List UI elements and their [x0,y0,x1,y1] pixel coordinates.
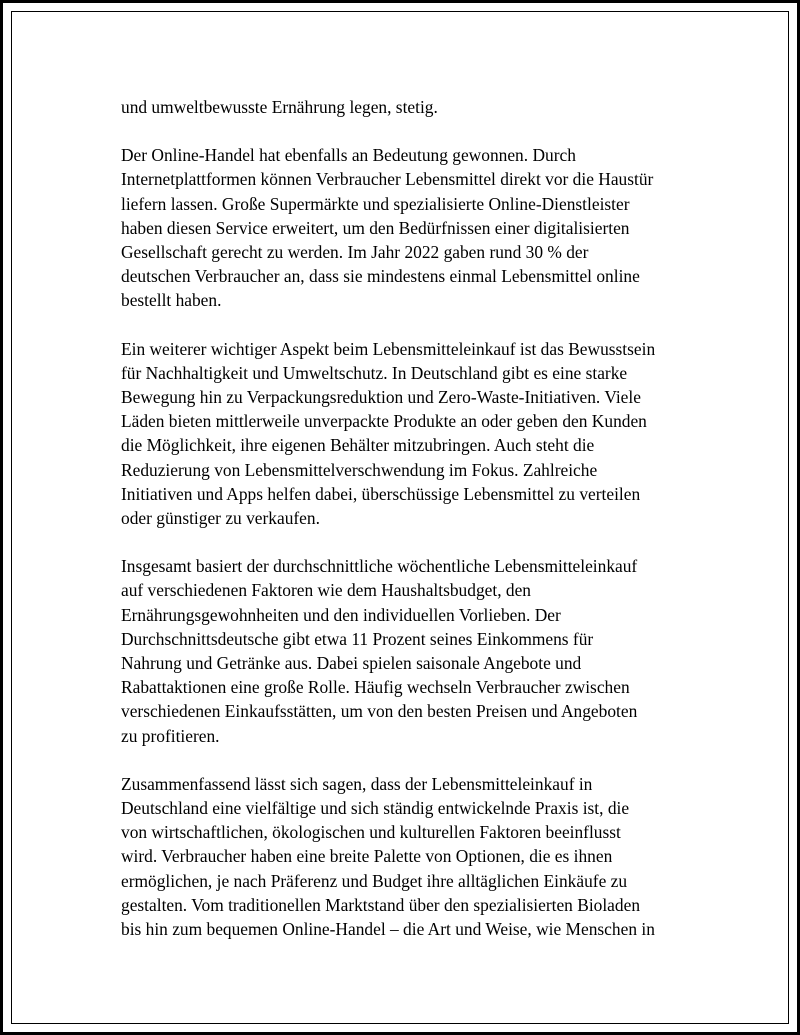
text-line: Ernährungsgewohnheiten und den individuellen Vorlieben. Der [121,604,561,625]
text-line: Durchschnittsdeutsche gibt etwa 11 Prozent seines Einkommens für [121,628,594,649]
text-line: verschiedenen Einkaufsstätten, um von den besten Preisen und Angeboten [121,701,638,722]
text-line: Ein weiterer wichtiger Aspekt beim Lebensmitteleinkauf ist das Bewusstsein [121,338,656,359]
paragraph [121,95,701,119]
text-line: bis hin zum bequemen Online-Handel – die Art und Weise, wie Menschen in [121,919,655,940]
paragraph [121,772,701,941]
text-line: deutschen Verbraucher an, dass sie mindestens einmal Lebensmittel online [121,266,640,287]
document-body [121,95,701,965]
text-line: Nahrung und Getränke aus. Dabei spielen saisonale Angebote und [121,653,582,674]
paragraph [121,337,701,531]
text-line: Deutschland eine vielfältige und sich ständig entwickelnde Praxis ist, die [121,798,630,819]
text-line: Insgesamt basiert der durchschnittliche wöchentliche Lebensmitteleinkauf [121,556,638,577]
text-line: oder günstiger zu verkaufen. [121,508,320,529]
text-line: Läden bieten mittlerweile unverpackte Produkte an oder geben den Kunden [121,411,647,432]
text-line: von wirtschaftlichen, ökologischen und kulturellen Faktoren beeinflusst [121,822,621,843]
text-line: haben diesen Service erweitert, um den Bedürfnissen einer digitalisierten [121,217,630,238]
text-line: Internetplattformen können Verbraucher Lebensmittel direkt vor die Haustür [121,169,654,190]
paragraph [121,554,701,748]
text-line: bestellt haben. [121,290,222,311]
text-line: Gesellschaft gerecht zu werden. Im Jahr 2022 gaben rund 30 % der [121,242,589,263]
paragraph [121,143,701,312]
text-line: Der Online-Handel hat ebenfalls an Bedeutung gewonnen. Durch [121,145,576,166]
text-line: die Möglichkeit, ihre eigenen Behälter mitzubringen. Auch steht die [121,435,595,456]
text-line: Zusammenfassend lässt sich sagen, dass der Lebensmitteleinkauf in [121,773,593,794]
text-line: gestalten. Vom traditionellen Marktstand über den spezialisierten Bioladen [121,894,641,915]
text-line: zu profitieren. [121,725,220,746]
text-line: Initiativen und Apps helfen dabei, überschüssige Lebensmittel zu verteilen [121,483,641,504]
text-line: wird. Verbraucher haben eine breite Palette von Optionen, die es ihnen [121,846,613,867]
text-line: liefern lassen. Große Supermärkte und spezialisierte Online-Dienstleister [121,193,630,214]
text-line: für Nachhaltigkeit und Umweltschutz. In Deutschland gibt es eine starke [121,362,628,383]
text-line: Rabattaktionen eine große Rolle. Häufig wechseln Verbraucher zwischen [121,677,630,698]
text-line: auf verschiedenen Faktoren wie dem Haushaltsbudget, den [121,580,531,601]
text-line: Reduzierung von Lebensmittelverschwendung im Fokus. Zahlreiche [121,459,598,480]
text-line: ermöglichen, je nach Präferenz und Budget ihre alltäglichen Einkäufe zu [121,870,628,891]
text-line: und umweltbewusste Ernährung legen, stetig. [121,97,438,117]
text-line: Bewegung hin zu Verpackungsreduktion und Zero-Waste-Initiativen. Viele [121,387,641,408]
